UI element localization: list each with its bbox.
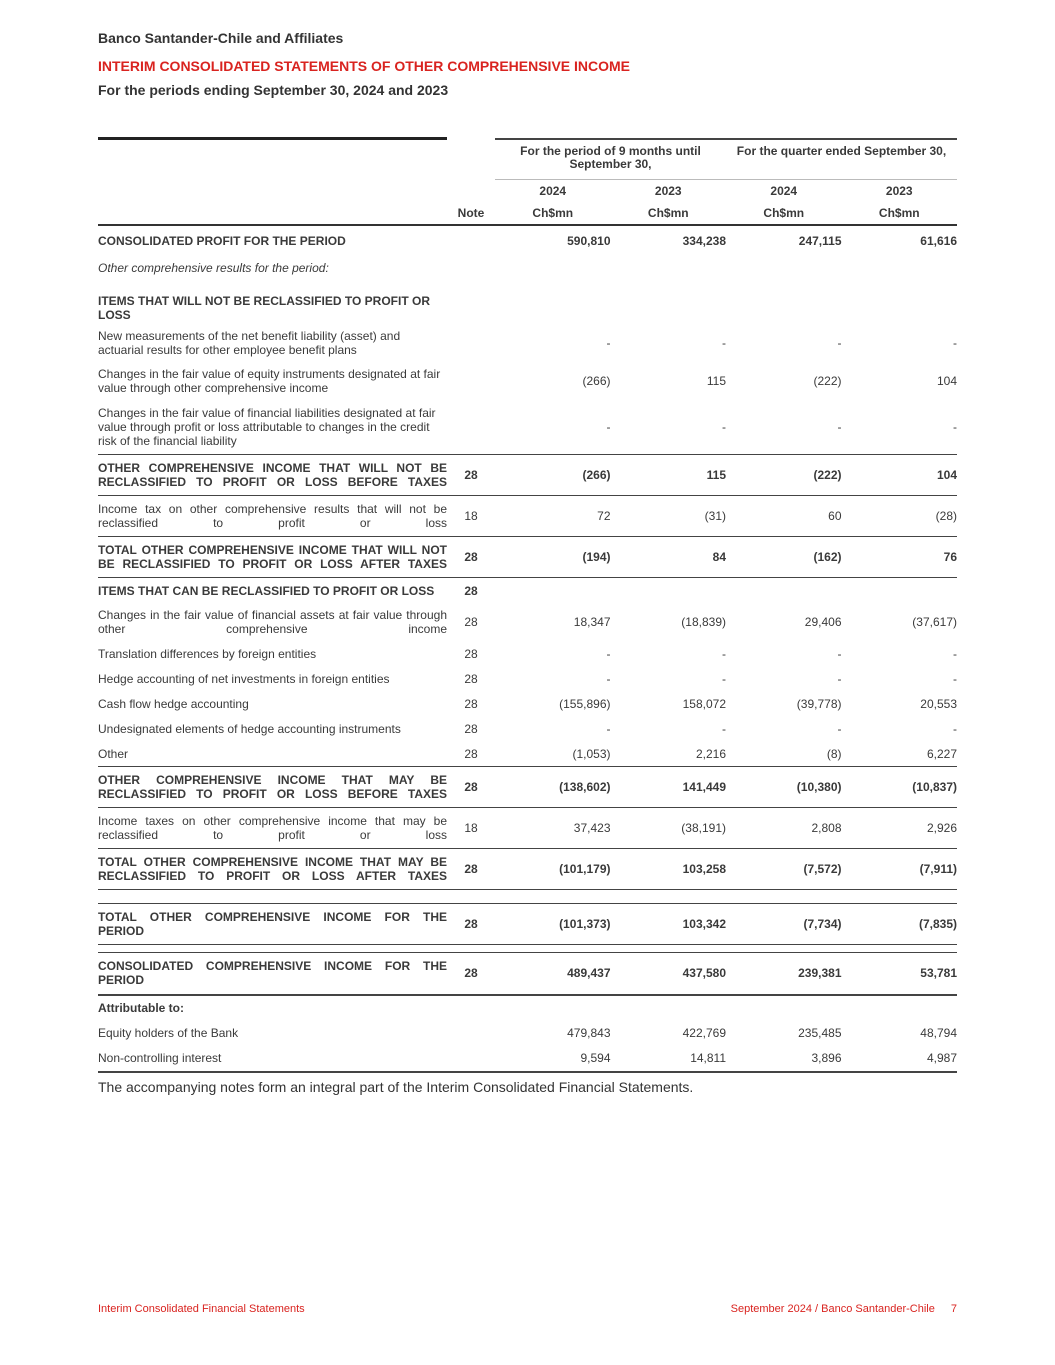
row-value: 72 [495, 496, 611, 537]
row-note [447, 324, 495, 362]
page-number: 7 [950, 1303, 957, 1315]
row-label: TOTAL OTHER COMPREHENSIVE INCOME THAT MAY BE RECLASSIFIED TO PROFIT OR LOSS AFTER TAXES [98, 849, 447, 890]
row-value: 37,423 [495, 808, 611, 849]
row-note: 28 [464, 721, 478, 736]
row-value: - [722, 721, 726, 736]
table-row [98, 691, 957, 716]
row-value: (1,053) [572, 746, 611, 761]
row-label: Hedge accounting of net investments in foreign entities [98, 671, 390, 686]
row-value: (7,734) [726, 904, 842, 945]
row-value: 334,238 [682, 233, 726, 248]
row-value: 115 [611, 455, 727, 496]
row-value: 104 [936, 374, 957, 388]
table-row [98, 904, 957, 945]
row-value: (7,911) [842, 849, 958, 890]
row-note: 28 [464, 646, 478, 661]
row-label: Changes in the fair value of equity instruments designated at fair value through other comprehensive income [98, 367, 441, 395]
row-label: OTHER COMPREHENSIVE INCOME THAT WILL NOT BE RECLASSIFIED TO PROFIT OR LOSS BEFORE TAXES [98, 455, 447, 496]
row-value: - [606, 721, 611, 736]
row-value: - [953, 721, 957, 736]
table-row [98, 362, 957, 400]
row-value: - [606, 671, 611, 686]
statement-title: INTERIM CONSOLIDATED STATEMENTS OF OTHER COMPREHENSIVE INCOME [98, 58, 631, 74]
row-note: 18 [447, 808, 495, 849]
row-value: (138,602) [495, 767, 611, 808]
row-value: (28) [842, 496, 958, 537]
table-row [98, 324, 957, 362]
row-value: 18,347 [573, 615, 611, 629]
table-row [98, 455, 957, 496]
row-value: 489,437 [495, 953, 611, 995]
row-value: (266) [582, 374, 611, 388]
row-label: ITEMS THAT CAN BE RECLASSIFIED TO PROFIT OR LOSS [98, 583, 435, 598]
table-row [98, 953, 957, 995]
row-label: TOTAL OTHER COMPREHENSIVE INCOME THAT WILL NOT BE RECLASSIFIED TO PROFIT OR LOSS AFTER TAXES [98, 537, 447, 578]
row-value: - [837, 336, 842, 350]
row-value: - [953, 336, 957, 350]
row-value: 479,843 [567, 1026, 611, 1040]
row-value: 29,406 [804, 615, 842, 629]
note-column-header: Note [447, 202, 495, 225]
row-note [447, 1021, 495, 1046]
row-value: (18,839) [681, 615, 726, 629]
company-name: Banco Santander-Chile and Affiliates [98, 30, 344, 46]
row-value: 103,258 [611, 849, 727, 890]
row-value: - [837, 420, 842, 434]
row-value: 235,485 [798, 1026, 842, 1040]
row-label: Translation differences by foreign entities [98, 646, 317, 661]
row-value: (155,896) [559, 696, 611, 711]
row-value: (266) [495, 455, 611, 496]
row-value: 590,810 [567, 233, 611, 248]
table-row [98, 255, 957, 280]
row-note: 18 [447, 496, 495, 537]
row-label: Other comprehensive results for the period: [98, 260, 329, 275]
row-value: 4,987 [842, 1046, 958, 1072]
row-value: 14,811 [611, 1046, 727, 1072]
table-row [98, 578, 957, 604]
row-value: 84 [611, 537, 727, 578]
row-value: - [837, 721, 842, 736]
row-label: Changes in the fair value of financial assets at fair value through other comprehensive income [98, 608, 447, 636]
row-value: (194) [495, 537, 611, 578]
footer-left: Interim Consolidated Financial Statements [98, 1303, 305, 1315]
row-value: 53,781 [842, 953, 958, 995]
year-header: 2023 [842, 180, 958, 203]
table-row [98, 849, 957, 890]
table-row [98, 995, 957, 1021]
row-value: (10,837) [842, 767, 958, 808]
row-value: (37,617) [912, 615, 957, 629]
table-row [98, 808, 957, 849]
row-label: Cash flow hedge accounting [98, 696, 249, 711]
row-value: (7,572) [726, 849, 842, 890]
row-value: (31) [611, 496, 727, 537]
row-value: 60 [726, 496, 842, 537]
row-value: - [953, 420, 957, 434]
table-row [98, 1021, 957, 1046]
unit-header: Ch$mn [726, 202, 842, 225]
row-note: 28 [464, 615, 478, 629]
row-value: (162) [726, 537, 842, 578]
row-value: 2,808 [726, 808, 842, 849]
row-label: CONSOLIDATED COMPREHENSIVE INCOME FOR THE PERIOD [98, 953, 447, 995]
row-value: (10,380) [726, 767, 842, 808]
row-value: 61,616 [920, 233, 957, 248]
unit-header: Ch$mn [842, 202, 958, 225]
row-value: - [837, 646, 842, 661]
row-value: - [606, 646, 611, 661]
row-note: 28 [447, 953, 495, 995]
row-value: 158,072 [682, 696, 726, 711]
row-value: 2,926 [842, 808, 958, 849]
row-label: Equity holders of the Bank [98, 1026, 239, 1040]
row-note: 28 [447, 537, 495, 578]
row-value: 141,449 [611, 767, 727, 808]
row-label: New measurements of the net benefit liability (asset) and actuarial results for other employee benefit plans [98, 329, 401, 357]
row-value: (222) [813, 374, 842, 388]
statement-subtitle: For the periods ending September 30, 2024 and 2023 [98, 82, 449, 98]
row-value: - [722, 671, 726, 686]
table-row [98, 400, 957, 455]
row-value: (222) [726, 455, 842, 496]
row-note [447, 400, 495, 455]
row-note: 28 [447, 849, 495, 890]
row-value: - [953, 646, 957, 661]
table-row [98, 1046, 957, 1072]
table-row [98, 767, 957, 808]
row-value: 104 [842, 455, 958, 496]
table-row [98, 716, 957, 741]
row-value: - [606, 420, 611, 434]
row-label: Income tax on other comprehensive results that will not be reclassified to profit or loss [98, 496, 447, 537]
footer-right-text: September 2024 / Banco Santander-Chile [730, 1303, 935, 1315]
table-row [98, 280, 957, 324]
row-value: 6,227 [926, 746, 957, 761]
row-note [447, 225, 495, 255]
row-label: OTHER COMPREHENSIVE INCOME THAT MAY BE RECLASSIFIED TO PROFIT OR LOSS BEFORE TAXES [98, 767, 447, 808]
row-value: 239,381 [726, 953, 842, 995]
row-value: 422,769 [682, 1026, 726, 1040]
row-value: - [722, 420, 726, 434]
row-value: (38,191) [611, 808, 727, 849]
comprehensive-income-table [98, 137, 957, 1073]
row-label: ITEMS THAT WILL NOT BE RECLASSIFIED TO PROFIT OR LOSS [98, 294, 430, 322]
row-value: 437,580 [611, 953, 727, 995]
table-row [98, 496, 957, 537]
footnote: The accompanying notes form an integral part of the Interim Consolidated Financial Statements. [98, 1079, 694, 1095]
row-note: 28 [464, 746, 478, 761]
row-value: - [722, 336, 726, 350]
row-value: 9,594 [495, 1046, 611, 1072]
row-value: 115 [706, 374, 726, 388]
year-header: 2023 [611, 180, 727, 203]
row-value: 20,553 [920, 696, 957, 711]
table-row [98, 225, 957, 255]
row-value: 2,216 [695, 746, 726, 761]
table-row [98, 741, 957, 767]
row-label: Undesignated elements of hedge accounting instruments [98, 721, 401, 736]
row-note [447, 1046, 495, 1072]
row-label: CONSOLIDATED PROFIT FOR THE PERIOD [98, 233, 346, 248]
row-label: Attributable to: [98, 1001, 184, 1015]
row-value: (8) [826, 746, 842, 761]
row-value: (101,373) [495, 904, 611, 945]
row-value: - [837, 671, 842, 686]
unit-header: Ch$mn [495, 202, 611, 225]
row-value: (101,179) [495, 849, 611, 890]
unit-header: Ch$mn [611, 202, 727, 225]
year-header: 2024 [726, 180, 842, 203]
row-value: 3,896 [726, 1046, 842, 1072]
row-note: 28 [447, 767, 495, 808]
row-label: Non-controlling interest [98, 1046, 447, 1072]
row-label: TOTAL OTHER COMPREHENSIVE INCOME FOR THE PERIOD [98, 904, 447, 945]
row-note: 28 [464, 583, 478, 598]
group-header-nine-months: For the period of 9 months until September 30, [520, 144, 701, 171]
row-label: Other [98, 746, 129, 761]
table-row [98, 537, 957, 578]
row-value: 48,794 [920, 1026, 957, 1040]
footer-right [731, 1303, 957, 1315]
row-value: 247,115 [798, 233, 842, 248]
year-header: 2024 [495, 180, 611, 203]
row-value: - [722, 646, 726, 661]
row-value: (39,778) [796, 696, 842, 711]
row-value: (7,835) [842, 904, 958, 945]
row-note [447, 362, 495, 400]
table-row [98, 603, 957, 641]
row-note: 28 [464, 671, 478, 686]
table-row [98, 641, 957, 666]
row-label: Income taxes on other comprehensive income that may be reclassified to profit or loss [98, 808, 447, 849]
row-value: 103,342 [611, 904, 727, 945]
table-row [98, 666, 957, 691]
row-note: 28 [447, 455, 495, 496]
row-value: 76 [842, 537, 958, 578]
group-header-quarter: For the quarter ended September 30, [736, 144, 947, 158]
row-value: - [606, 336, 611, 350]
row-note: 28 [447, 904, 495, 945]
row-value: - [953, 671, 957, 686]
row-note: 28 [464, 696, 478, 711]
row-label: Changes in the fair value of financial liabilities designated at fair value through profit or loss attributable to changes in the credit risk of the financial liability [98, 406, 436, 448]
